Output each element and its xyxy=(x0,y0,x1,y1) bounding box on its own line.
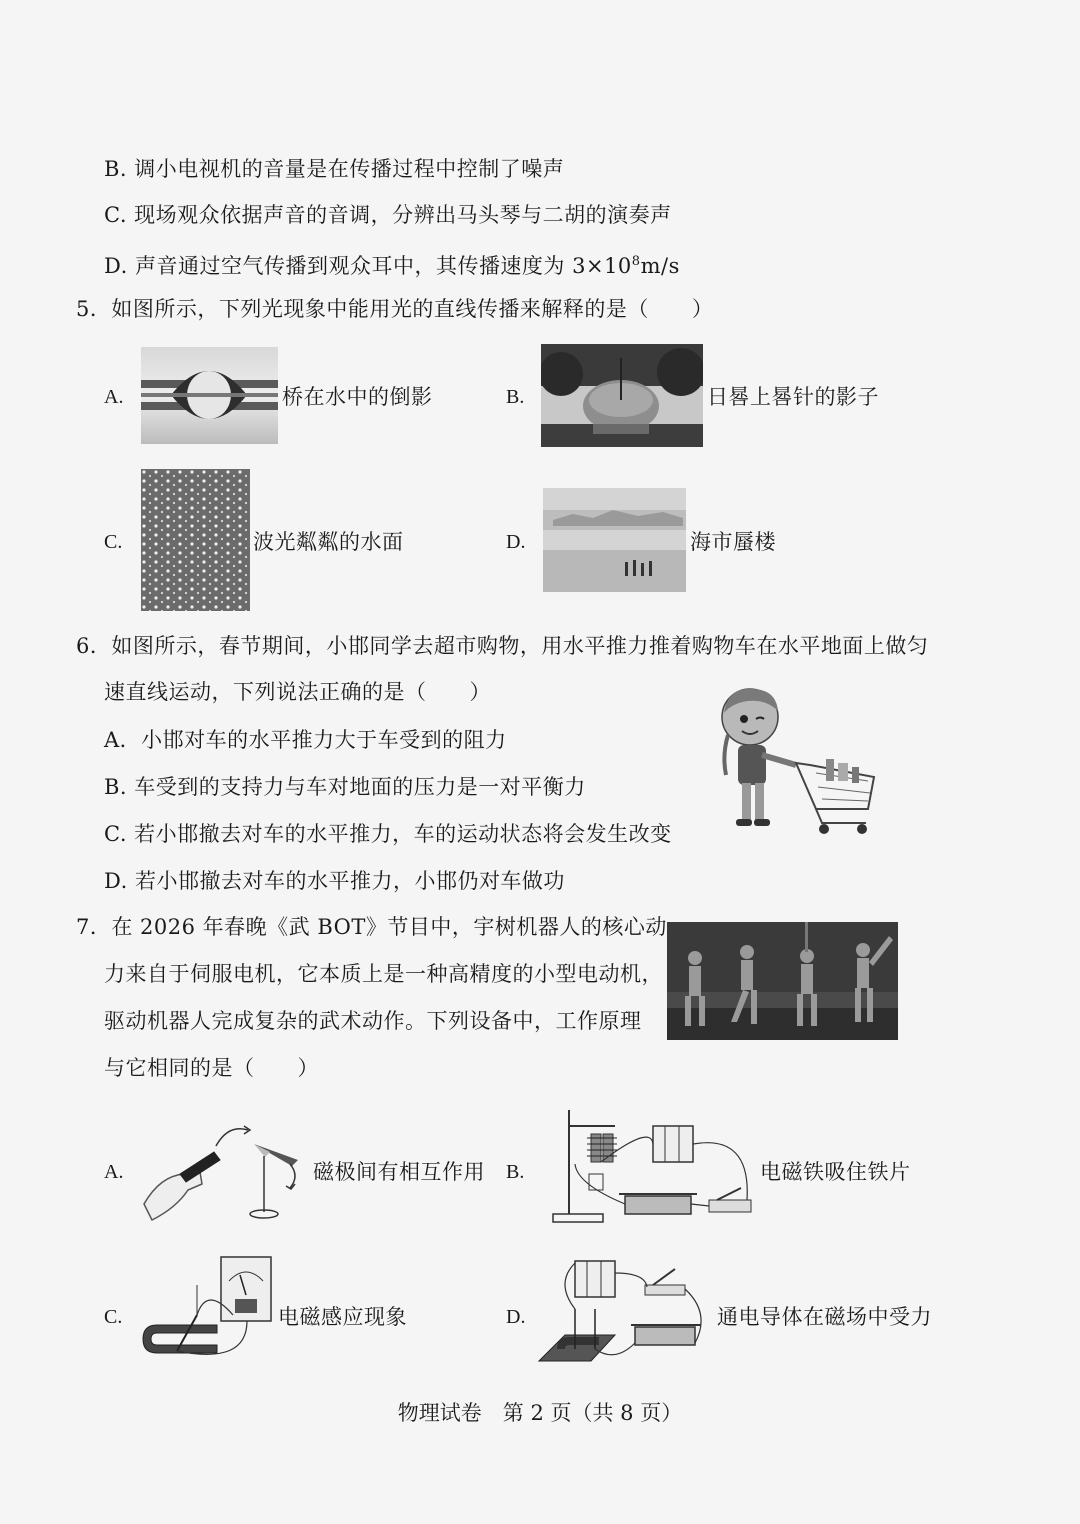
q6-option-a: A．小邯对车的水平推力大于车受到的阻力 xyxy=(104,728,507,752)
q4-option-b: B. 调小电视机的音量是在传播过程中控制了噪声 xyxy=(104,157,565,181)
q7-stem-line3: 驱动机器人完成复杂的武术动作。下列设备中，工作原理 xyxy=(104,1009,642,1033)
sparkling-water-photo xyxy=(141,469,250,611)
girl-shopping-cart-illustration xyxy=(718,683,878,843)
q5-stem: 5．如图所示，下列光现象中能用光的直线传播来解释的是（ ） xyxy=(76,297,714,321)
q5-option-c-label: C. xyxy=(104,531,123,553)
current-conductor-magnetic-field-diagram xyxy=(535,1253,715,1375)
q4-option-d-text: D. 声音通过空气传播到观众耳中，其传播速度为 3×10 xyxy=(104,254,632,278)
q5-option-a-label: A. xyxy=(104,386,124,408)
q7-option-c-caption: 电磁感应现象 xyxy=(278,1305,407,1329)
bridge-reflection-photo xyxy=(141,347,278,444)
q7-option-c-label: C. xyxy=(104,1306,123,1328)
q5-option-c-caption: 波光粼粼的水面 xyxy=(253,530,404,554)
q6-stem-line2: 速直线运动，下列说法正确的是（ ） xyxy=(104,680,491,704)
q4-option-d xyxy=(104,248,680,280)
q7-stem-line1: 7．在 2026 年春晚《武 BOT》节目中，宇树机器人的核心动 xyxy=(76,915,667,939)
q5-option-b-label: B. xyxy=(506,386,525,408)
magnet-compass-diagram xyxy=(140,1116,310,1222)
q7-option-b-label: B. xyxy=(506,1161,525,1183)
q7-stem-line4: 与它相同的是（ ） xyxy=(104,1056,319,1080)
electromagnet-circuit-diagram xyxy=(541,1104,757,1226)
sundial-photo xyxy=(541,344,703,447)
mirage-photo xyxy=(543,488,686,592)
q5-option-d-label: D. xyxy=(506,531,526,553)
q7-option-a-caption: 磁极间有相互作用 xyxy=(313,1160,485,1184)
q7-option-b-caption: 电磁铁吸住铁片 xyxy=(760,1160,911,1184)
q7-option-d-caption: 通电导体在磁场中受力 xyxy=(717,1305,932,1329)
q4-option-d-exponent: 8 xyxy=(631,254,641,269)
q4-option-d-unit: m/s xyxy=(640,254,680,278)
q6-option-b: B. 车受到的支持力与车对地面的压力是一对平衡力 xyxy=(104,775,586,799)
q4-option-c: C. 现场观众依据声音的音调，分辨出马头琴与二胡的演奏声 xyxy=(104,203,672,227)
q6-stem-line1: 6．如图所示，春节期间，小邯同学去超市购物，用水平推力推着购物车在水平地面上做匀 xyxy=(76,634,929,658)
robot-martial-arts-photo xyxy=(667,922,898,1040)
q7-stem-line2: 力来自于伺服电机，它本质上是一种高精度的小型电动机， xyxy=(104,962,663,986)
q6-option-c: C. 若小邯撤去对车的水平推力，车的运动状态将会发生改变 xyxy=(104,822,672,846)
page-footer: 物理试卷 第 2 页（共 8 页） xyxy=(397,1401,683,1425)
q6-option-d: D. 若小邯撤去对车的水平推力，小邯仍对车做功 xyxy=(104,869,565,893)
q7-option-a-label: A. xyxy=(104,1161,124,1183)
q5-option-b-caption: 日晷上晷针的影子 xyxy=(707,385,879,409)
q5-option-d-caption: 海市蜃楼 xyxy=(690,530,776,554)
q7-option-d-label: D. xyxy=(506,1306,526,1328)
q5-option-a-caption: 桥在水中的倒影 xyxy=(282,385,433,409)
electromagnetic-induction-diagram xyxy=(137,1255,275,1367)
